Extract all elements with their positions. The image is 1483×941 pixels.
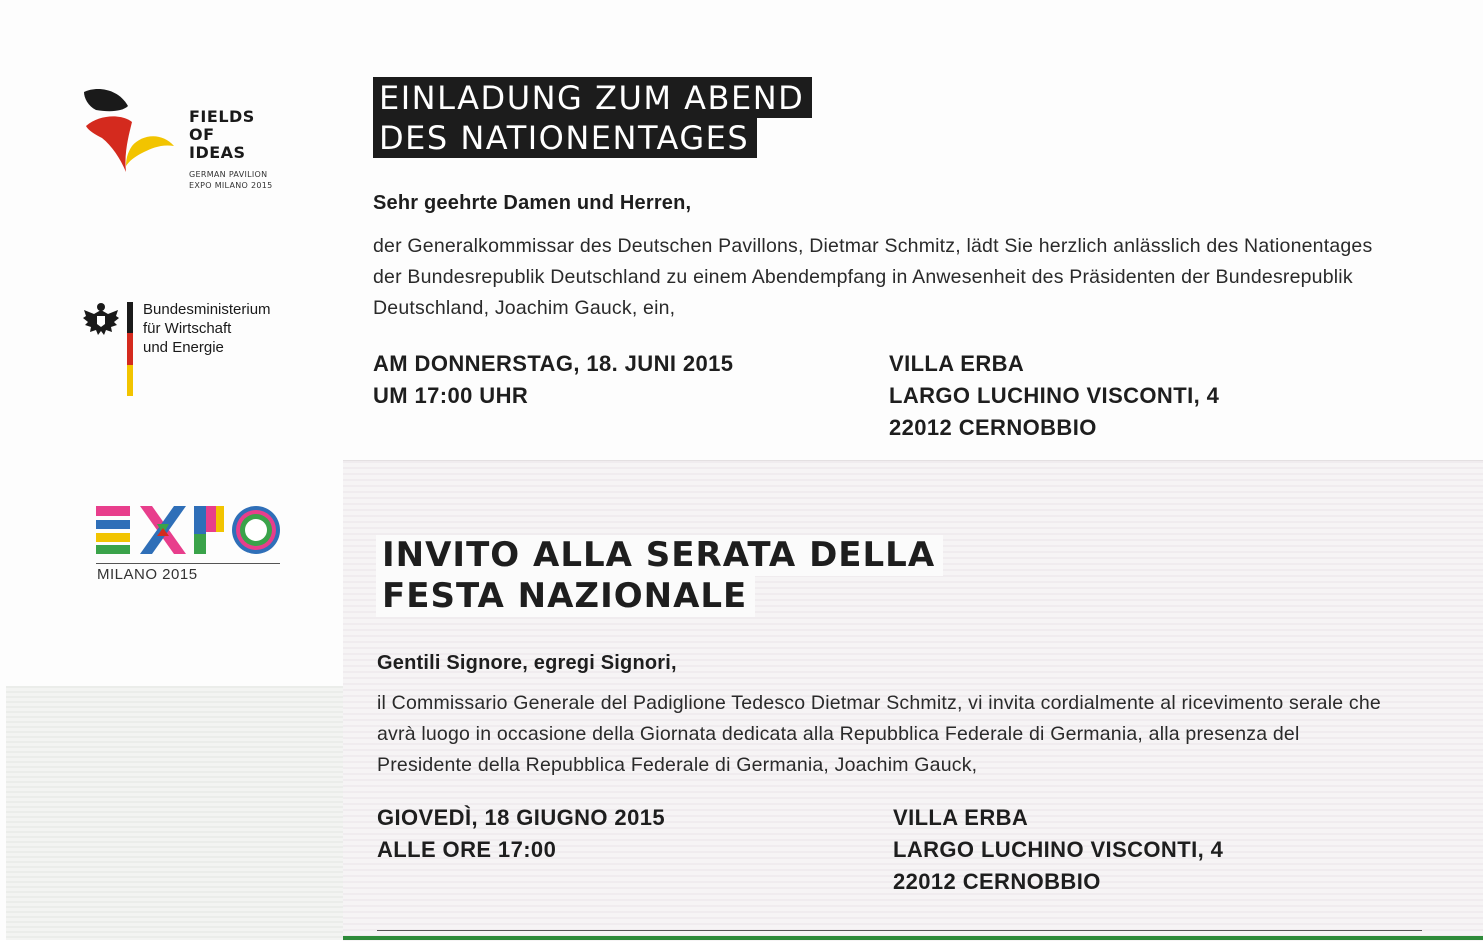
german-flag-bar	[127, 302, 133, 396]
expo-divider	[96, 563, 280, 564]
italian-title-line-2: FESTA NAZIONALE	[376, 576, 755, 617]
italian-venue: VILLA ERBA LARGO LUCHINO VISCONTI, 4 22012 CERNOBBIO	[893, 805, 1224, 894]
german-salutation: Sehr geehrte Damen und Herren,	[373, 192, 692, 214]
bottom-green-edge	[343, 936, 1483, 940]
bottom-divider	[377, 930, 1422, 931]
expo-logo-icon	[96, 504, 282, 556]
left-lower-band	[6, 686, 343, 940]
italian-body: il Commissario Generale del Padiglione Tedesco Dietmar Schmitz, vi invita cordialmente al ricevimento serale che avrà luogo in occasione della Giornata dedicata alla Repubblica Federale di Germania, alla presenza del Presidente della Repubblica Federale di Germania, Joachim Gauck,	[377, 692, 1381, 776]
expo-city-label: MILANO 2015	[97, 566, 198, 583]
italian-salutation: Gentili Signore, egregi Signori,	[377, 652, 677, 674]
italian-title-line-1: INVITO ALLA SERATA DELLA	[376, 535, 943, 576]
fields-of-ideas-subtitle: GERMAN PAVILION EXPO MILANO 2015	[189, 170, 273, 190]
german-body: der Generalkommissar des Deutschen Pavillons, Dietmar Schmitz, lädt Sie herzlich anlässlich des Nationentages der Bundesrepublik Deutschland zu einem Abendempfang in Anwesenheit des Präsidenten der Bundesrepublik Deutschland, Joachim Gauck, ein,	[373, 235, 1373, 319]
german-date-time: AM DONNERSTAG, 18. JUNI 2015 UM 17:00 UHR	[373, 351, 734, 408]
german-venue: VILLA ERBA LARGO LUCHINO VISCONTI, 4 22012 CERNOBBIO	[889, 351, 1220, 440]
italian-title	[376, 535, 943, 617]
german-title-line-2: DES NATIONENTAGES	[373, 117, 757, 158]
fields-of-ideas-wordmark: FIELDS OF IDEAS	[189, 107, 255, 162]
federal-eagle-icon	[82, 300, 120, 336]
german-title	[373, 77, 812, 157]
italian-date-time: GIOVEDÌ, 18 GIUGNO 2015 ALLE ORE 17:00	[377, 805, 665, 862]
ministry-name: Bundesministerium für Wirtschaft und Energie	[143, 301, 271, 356]
german-title-line-1: EINLADUNG ZUM ABEND	[373, 77, 812, 118]
